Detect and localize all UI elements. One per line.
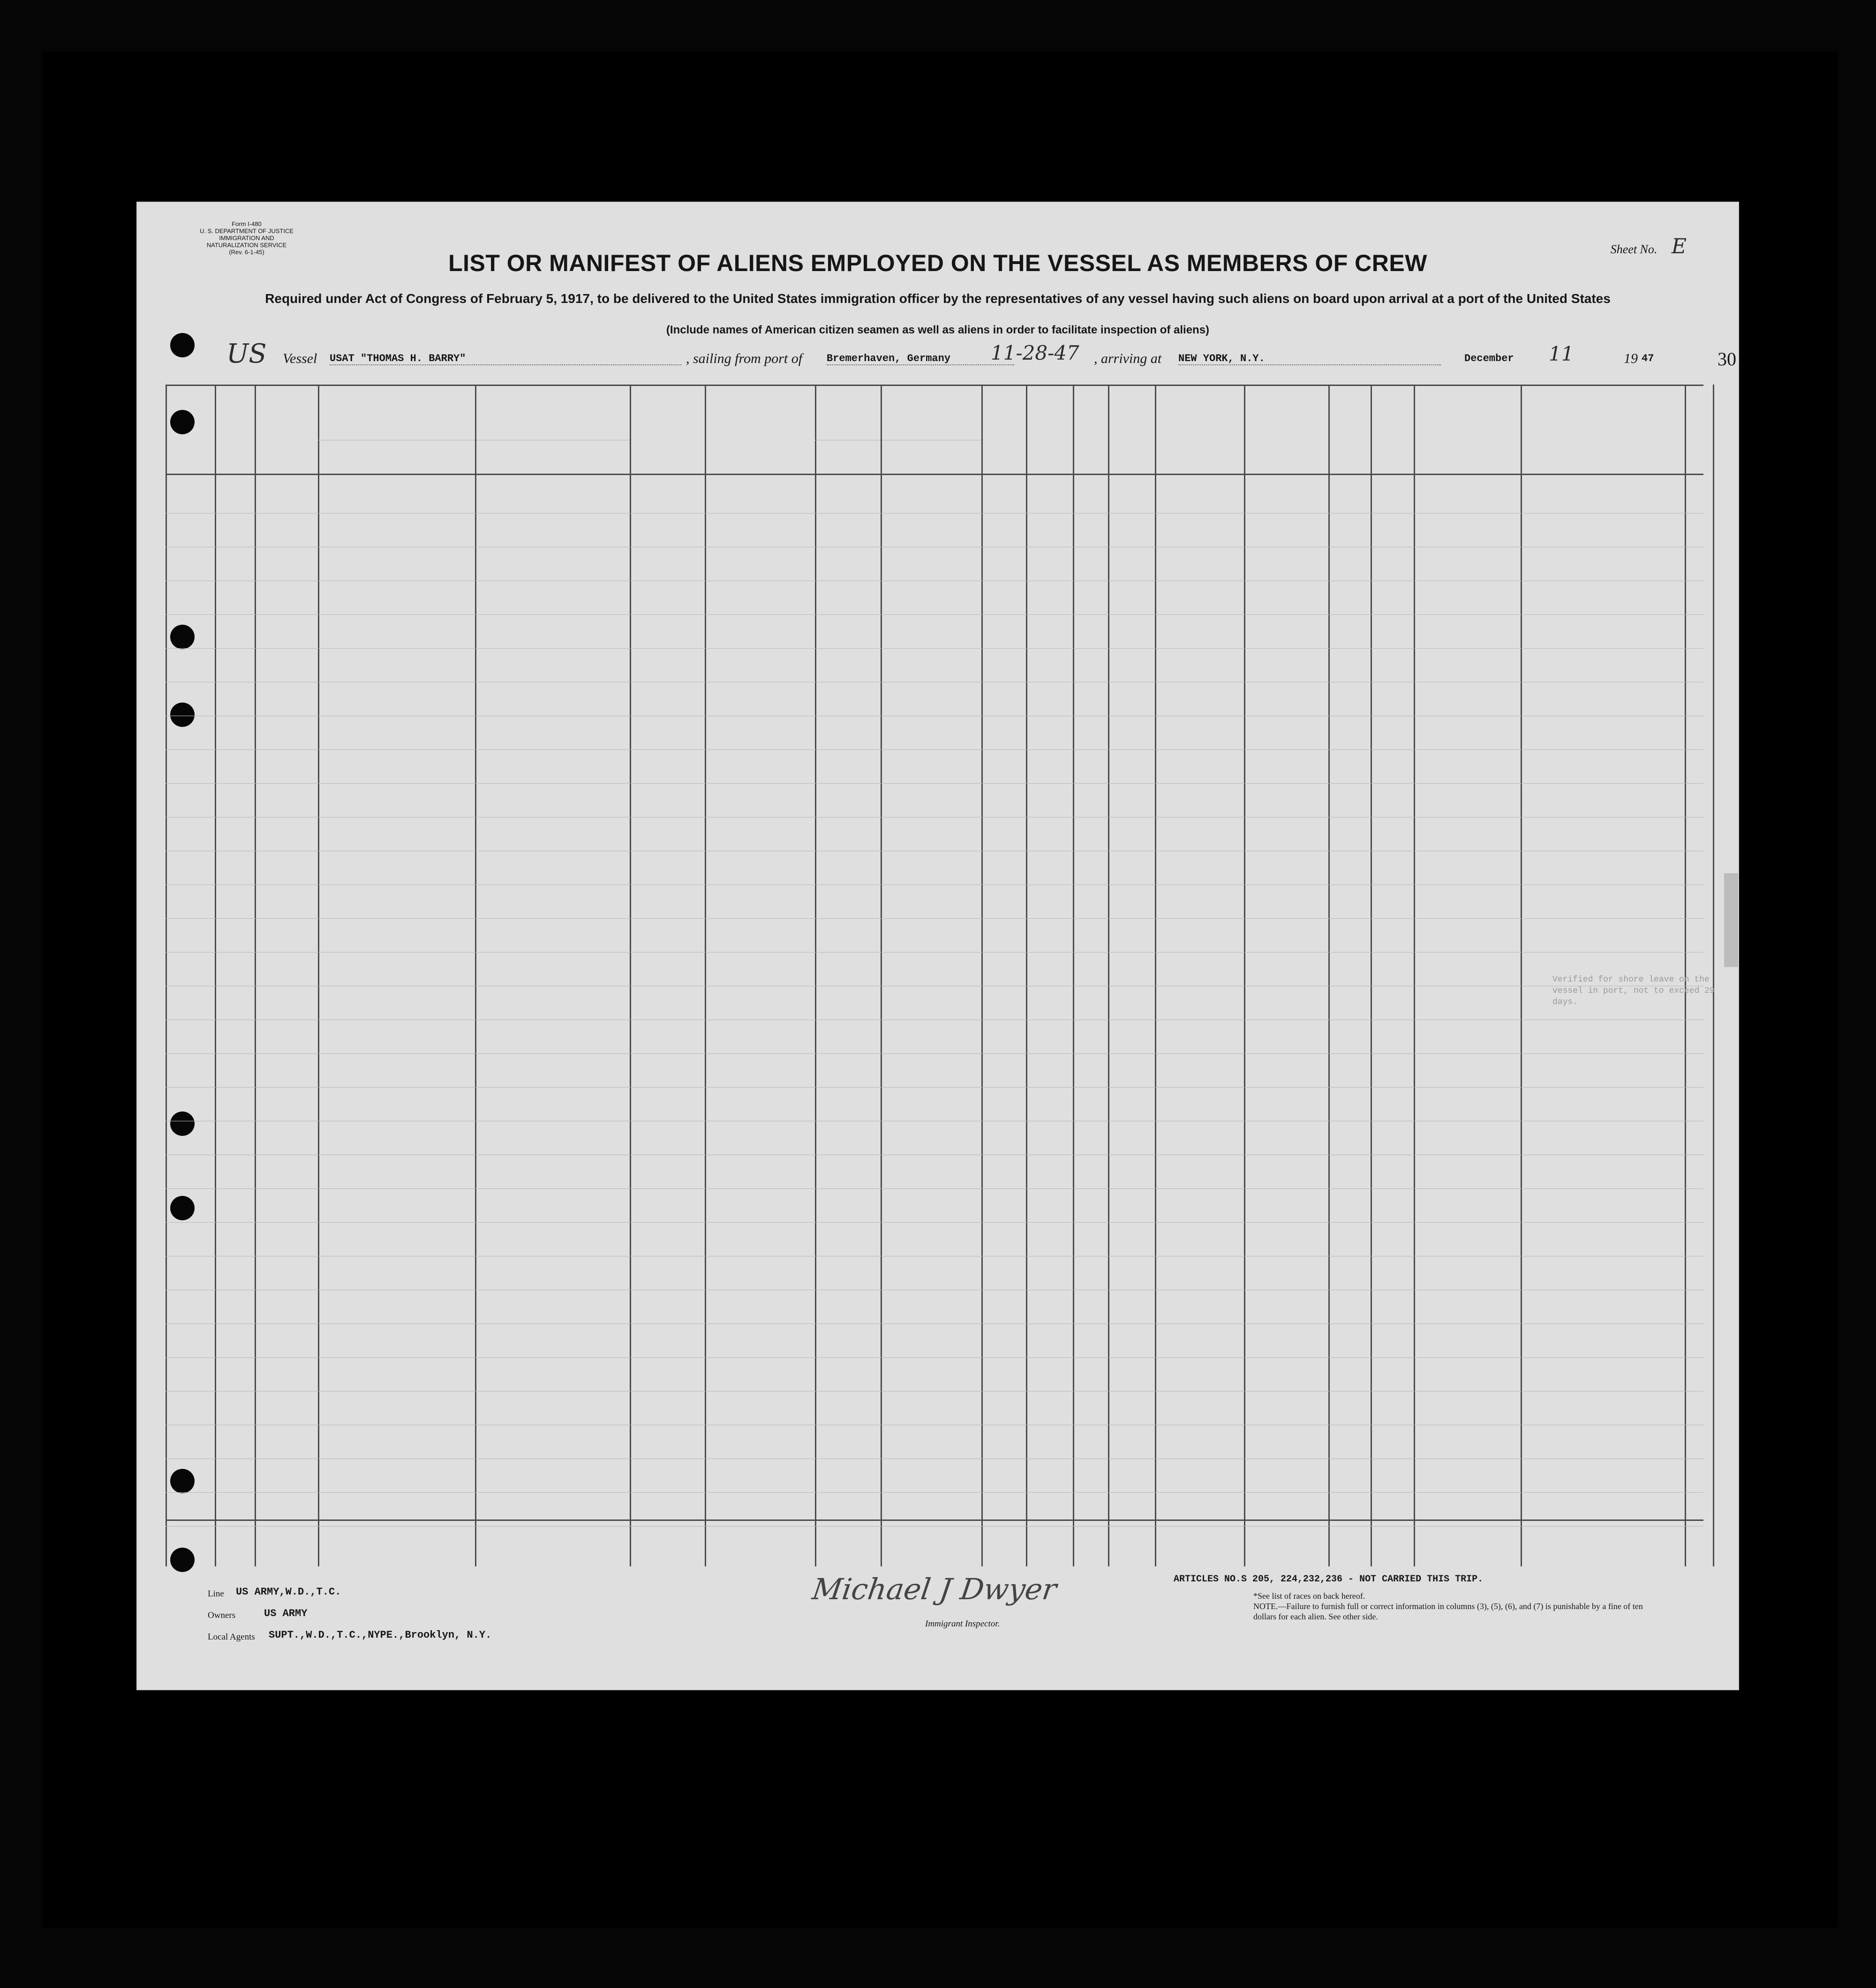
form-service: IMMIGRATION AND NATURALIZATION SERVICE bbox=[206, 234, 287, 249]
ruled-line bbox=[166, 513, 1703, 514]
ruled-line bbox=[166, 749, 1703, 750]
ruled-line bbox=[166, 918, 1703, 919]
column-rule bbox=[1521, 385, 1522, 1566]
ruled-line bbox=[166, 1357, 1703, 1358]
sheet-number-label: Sheet No. bbox=[1610, 242, 1658, 256]
vessel-label: Vessel bbox=[283, 351, 317, 366]
column-rule bbox=[1108, 385, 1109, 1566]
column-rule bbox=[981, 385, 983, 1566]
column-rule bbox=[1073, 385, 1074, 1566]
vessel-name: USAT "THOMAS H. BARRY" bbox=[330, 353, 681, 365]
column-rule bbox=[1371, 385, 1372, 1566]
arrival-day: 11 bbox=[1549, 342, 1574, 365]
column-rule bbox=[1414, 385, 1415, 1566]
owners-value: US ARMY bbox=[264, 1608, 308, 1619]
agents-value: SUPT.,W.D.,T.C.,NYPE.,Brooklyn, N.Y. bbox=[269, 1629, 492, 1641]
column-rule bbox=[630, 385, 631, 1566]
column-rule bbox=[815, 385, 816, 1566]
ruled-line bbox=[166, 648, 1703, 649]
arriving-label: , arriving at bbox=[1094, 351, 1162, 366]
year-prefix: 19 bbox=[1624, 351, 1638, 366]
ruled-line bbox=[166, 1087, 1703, 1088]
ruled-line bbox=[166, 1222, 1703, 1223]
remarks-faint-note: Verified for shore leave on the vessel in port, not to exceed 29 days. bbox=[1552, 975, 1715, 1007]
owners-label: Owners bbox=[208, 1610, 236, 1620]
column-rule bbox=[1328, 385, 1330, 1566]
column-rule bbox=[1155, 385, 1156, 1566]
form-revision: (Rev. 6-1-45) bbox=[229, 249, 264, 256]
manifest-sheet bbox=[137, 203, 1738, 1689]
margin-note: US bbox=[226, 339, 267, 369]
page-subnote: (Include names of American citizen seamen as well as aliens in order to facilitate inspection of aliens) bbox=[666, 324, 1210, 336]
arrival-port: NEW YORK, N.Y. bbox=[1178, 353, 1441, 365]
inspector-signature: Michael J Dwyer bbox=[810, 1572, 1059, 1606]
page-count: 30 bbox=[1718, 348, 1736, 370]
ruled-line bbox=[166, 783, 1703, 784]
articles-note: ARTICLES NO.S 205, 224,232,236 - NOT CARRIED THIS TRIP. bbox=[1174, 1574, 1484, 1585]
ruled-line bbox=[166, 1053, 1703, 1054]
page-subtitle: Required under Act of Congress of February 5, 1917, to be delivered to the United States immigration officer by the representatives of any vessel having such aliens on board upon arrival at a port of the United States bbox=[265, 291, 1611, 306]
page-title: LIST OR MANIFEST OF ALIENS EMPLOYED ON THE VESSEL AS MEMBERS OF CREW bbox=[448, 250, 1427, 276]
column-rule bbox=[166, 385, 167, 1566]
column-rule bbox=[705, 385, 706, 1566]
vessel-line bbox=[226, 339, 1736, 371]
column-rule bbox=[1026, 385, 1027, 1566]
year-suffix: 47 bbox=[1642, 353, 1654, 364]
sail-date: 11-28-47 bbox=[991, 341, 1079, 364]
form-number: Form I-480 bbox=[232, 220, 262, 227]
line-value: US ARMY,W.D.,T.C. bbox=[236, 1586, 341, 1598]
column-rule bbox=[255, 385, 256, 1566]
ruled-line bbox=[166, 1323, 1703, 1324]
form-agency: U. S. DEPARTMENT OF JUSTICE bbox=[199, 227, 294, 234]
races-note: *See list of races on back hereof. bbox=[1253, 1591, 1365, 1601]
signature-caption: Immigrant Inspector. bbox=[925, 1619, 1000, 1629]
line-label: Line bbox=[208, 1589, 224, 1599]
paper-fold bbox=[1724, 873, 1738, 967]
sheet-number-value: E bbox=[1671, 234, 1687, 258]
sailing-port: Bremerhaven, Germany bbox=[827, 353, 1014, 365]
footer-notes bbox=[1253, 1591, 1666, 1622]
header-bottom-rule bbox=[166, 474, 1703, 475]
ruled-line bbox=[166, 1188, 1703, 1189]
column-rule bbox=[318, 385, 319, 1566]
arrival-month: December bbox=[1464, 353, 1514, 364]
table-top-rule bbox=[166, 385, 1703, 386]
ruled-line bbox=[166, 1526, 1703, 1527]
penalty-note: NOTE.—Failure to furnish full or correct information in columns (3), (5), (6), and (7) is punishable by a fine of ten dollars for each alien. See other side. bbox=[1253, 1602, 1643, 1621]
column-rule bbox=[1244, 385, 1245, 1566]
agents-label: Local Agents bbox=[208, 1632, 255, 1642]
ruled-line bbox=[166, 884, 1703, 885]
manifest-table bbox=[166, 385, 1703, 1566]
ruled-line bbox=[166, 614, 1703, 615]
sailing-label: , sailing from port of bbox=[686, 351, 803, 366]
column-rule bbox=[215, 385, 216, 1566]
ruled-line bbox=[166, 1492, 1703, 1493]
table-bottom-rule bbox=[166, 1519, 1703, 1521]
